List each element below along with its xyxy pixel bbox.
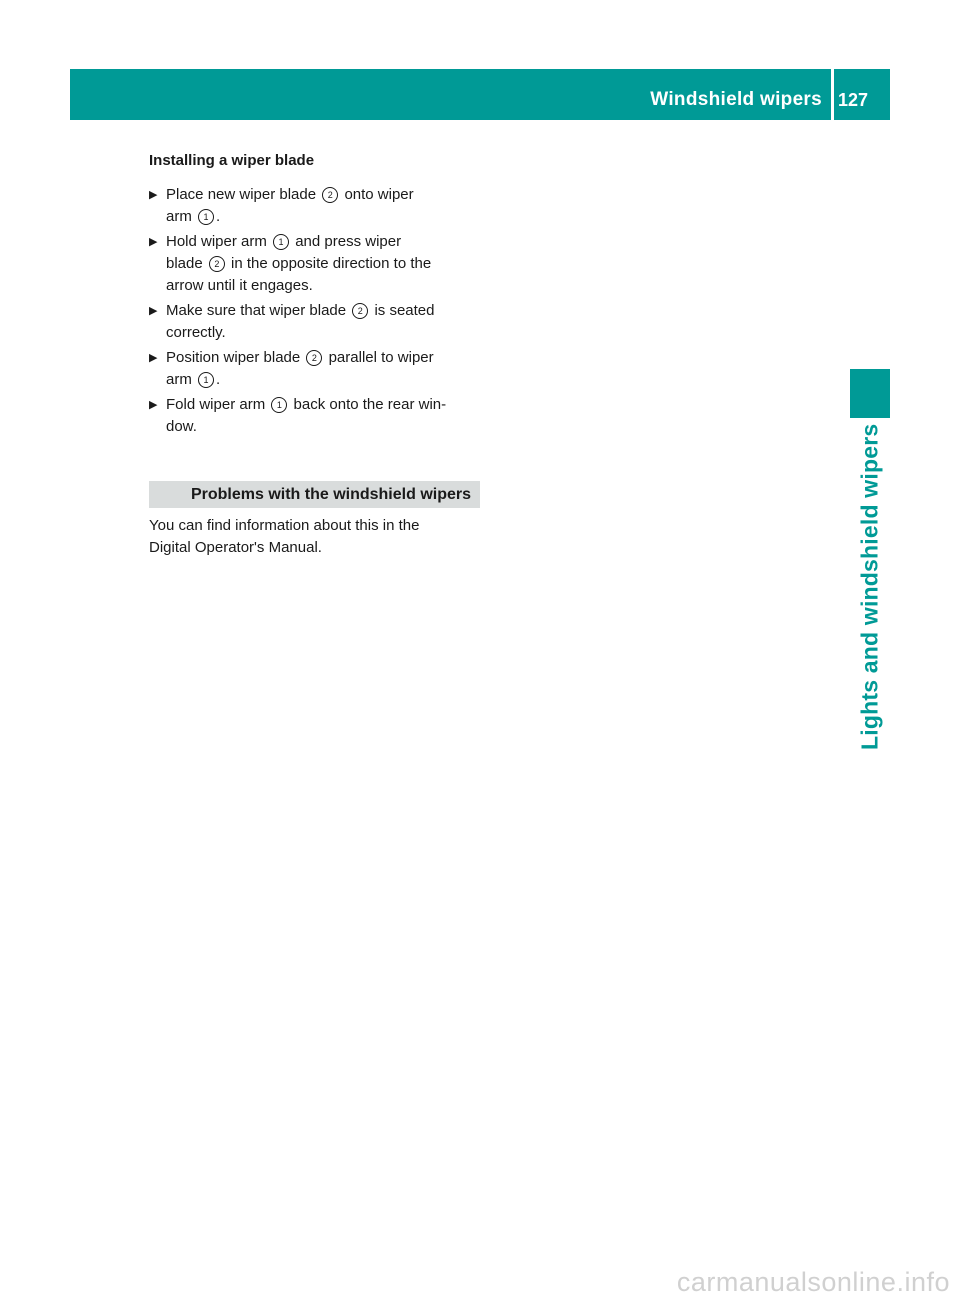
page-number: 127	[837, 90, 868, 110]
header-bar	[70, 69, 890, 120]
step-text: blade	[166, 255, 203, 272]
callout-1-icon: 1	[273, 234, 289, 250]
problems-text-line: You can find information about this in the	[149, 517, 420, 534]
callout-1-icon: 1	[198, 372, 214, 388]
step-text: arm	[166, 371, 192, 388]
step-text: onto wiper	[344, 186, 414, 203]
callout-2-icon: 2	[209, 256, 225, 272]
step-text: Fold wiper arm	[166, 396, 266, 413]
step-text: parallel to wiper	[328, 349, 434, 366]
step-text: Hold wiper arm	[166, 233, 267, 250]
watermark: carmanualsonline.info	[676, 1267, 950, 1297]
step-text: is seated	[374, 302, 435, 319]
side-tab-label: Lights and windshield wipers	[856, 423, 883, 750]
step-text: correctly.	[166, 324, 226, 341]
problems-paragraph	[149, 515, 484, 559]
installing-section	[149, 150, 484, 441]
header-title: Windshield wipers	[650, 89, 822, 110]
step-text: .	[216, 371, 221, 388]
step-text: .	[216, 208, 221, 225]
problems-section-bar	[149, 481, 480, 508]
installing-steps	[149, 184, 484, 438]
problems-text-line: Digital Operator's Manual.	[149, 539, 322, 556]
callout-2-icon: 2	[352, 303, 368, 319]
step-text: arrow until it engages.	[166, 277, 313, 294]
step-arrow-icon: ▶	[149, 352, 158, 364]
header-separator	[831, 69, 834, 120]
step-arrow-icon: ▶	[149, 305, 158, 317]
step-text: arm	[166, 208, 192, 225]
step-text: dow.	[166, 418, 197, 435]
step-text: back onto the rear win-	[293, 396, 447, 413]
callout-2-icon: 2	[306, 350, 322, 366]
step-5	[149, 394, 484, 438]
step-1	[149, 184, 484, 228]
callout-1-icon: 1	[271, 397, 287, 413]
step-4	[149, 347, 484, 391]
step-2	[149, 231, 484, 297]
step-text: Place new wiper blade	[166, 186, 317, 203]
problems-heading: Problems with the windshield wipers	[190, 486, 471, 503]
step-text: in the opposite direction to the	[231, 255, 432, 272]
step-text: and press wiper	[295, 233, 402, 250]
callout-1-icon: 1	[198, 209, 214, 225]
step-arrow-icon: ▶	[149, 399, 158, 411]
step-3	[149, 300, 484, 344]
step-text: Position wiper blade	[166, 349, 301, 366]
step-arrow-icon: ▶	[149, 236, 158, 248]
side-tab-marker	[850, 369, 890, 418]
step-text: Make sure that wiper blade	[166, 302, 347, 319]
step-arrow-icon: ▶	[149, 189, 158, 201]
callout-2-icon: 2	[322, 187, 338, 203]
installing-heading: Installing a wiper blade	[149, 152, 315, 169]
